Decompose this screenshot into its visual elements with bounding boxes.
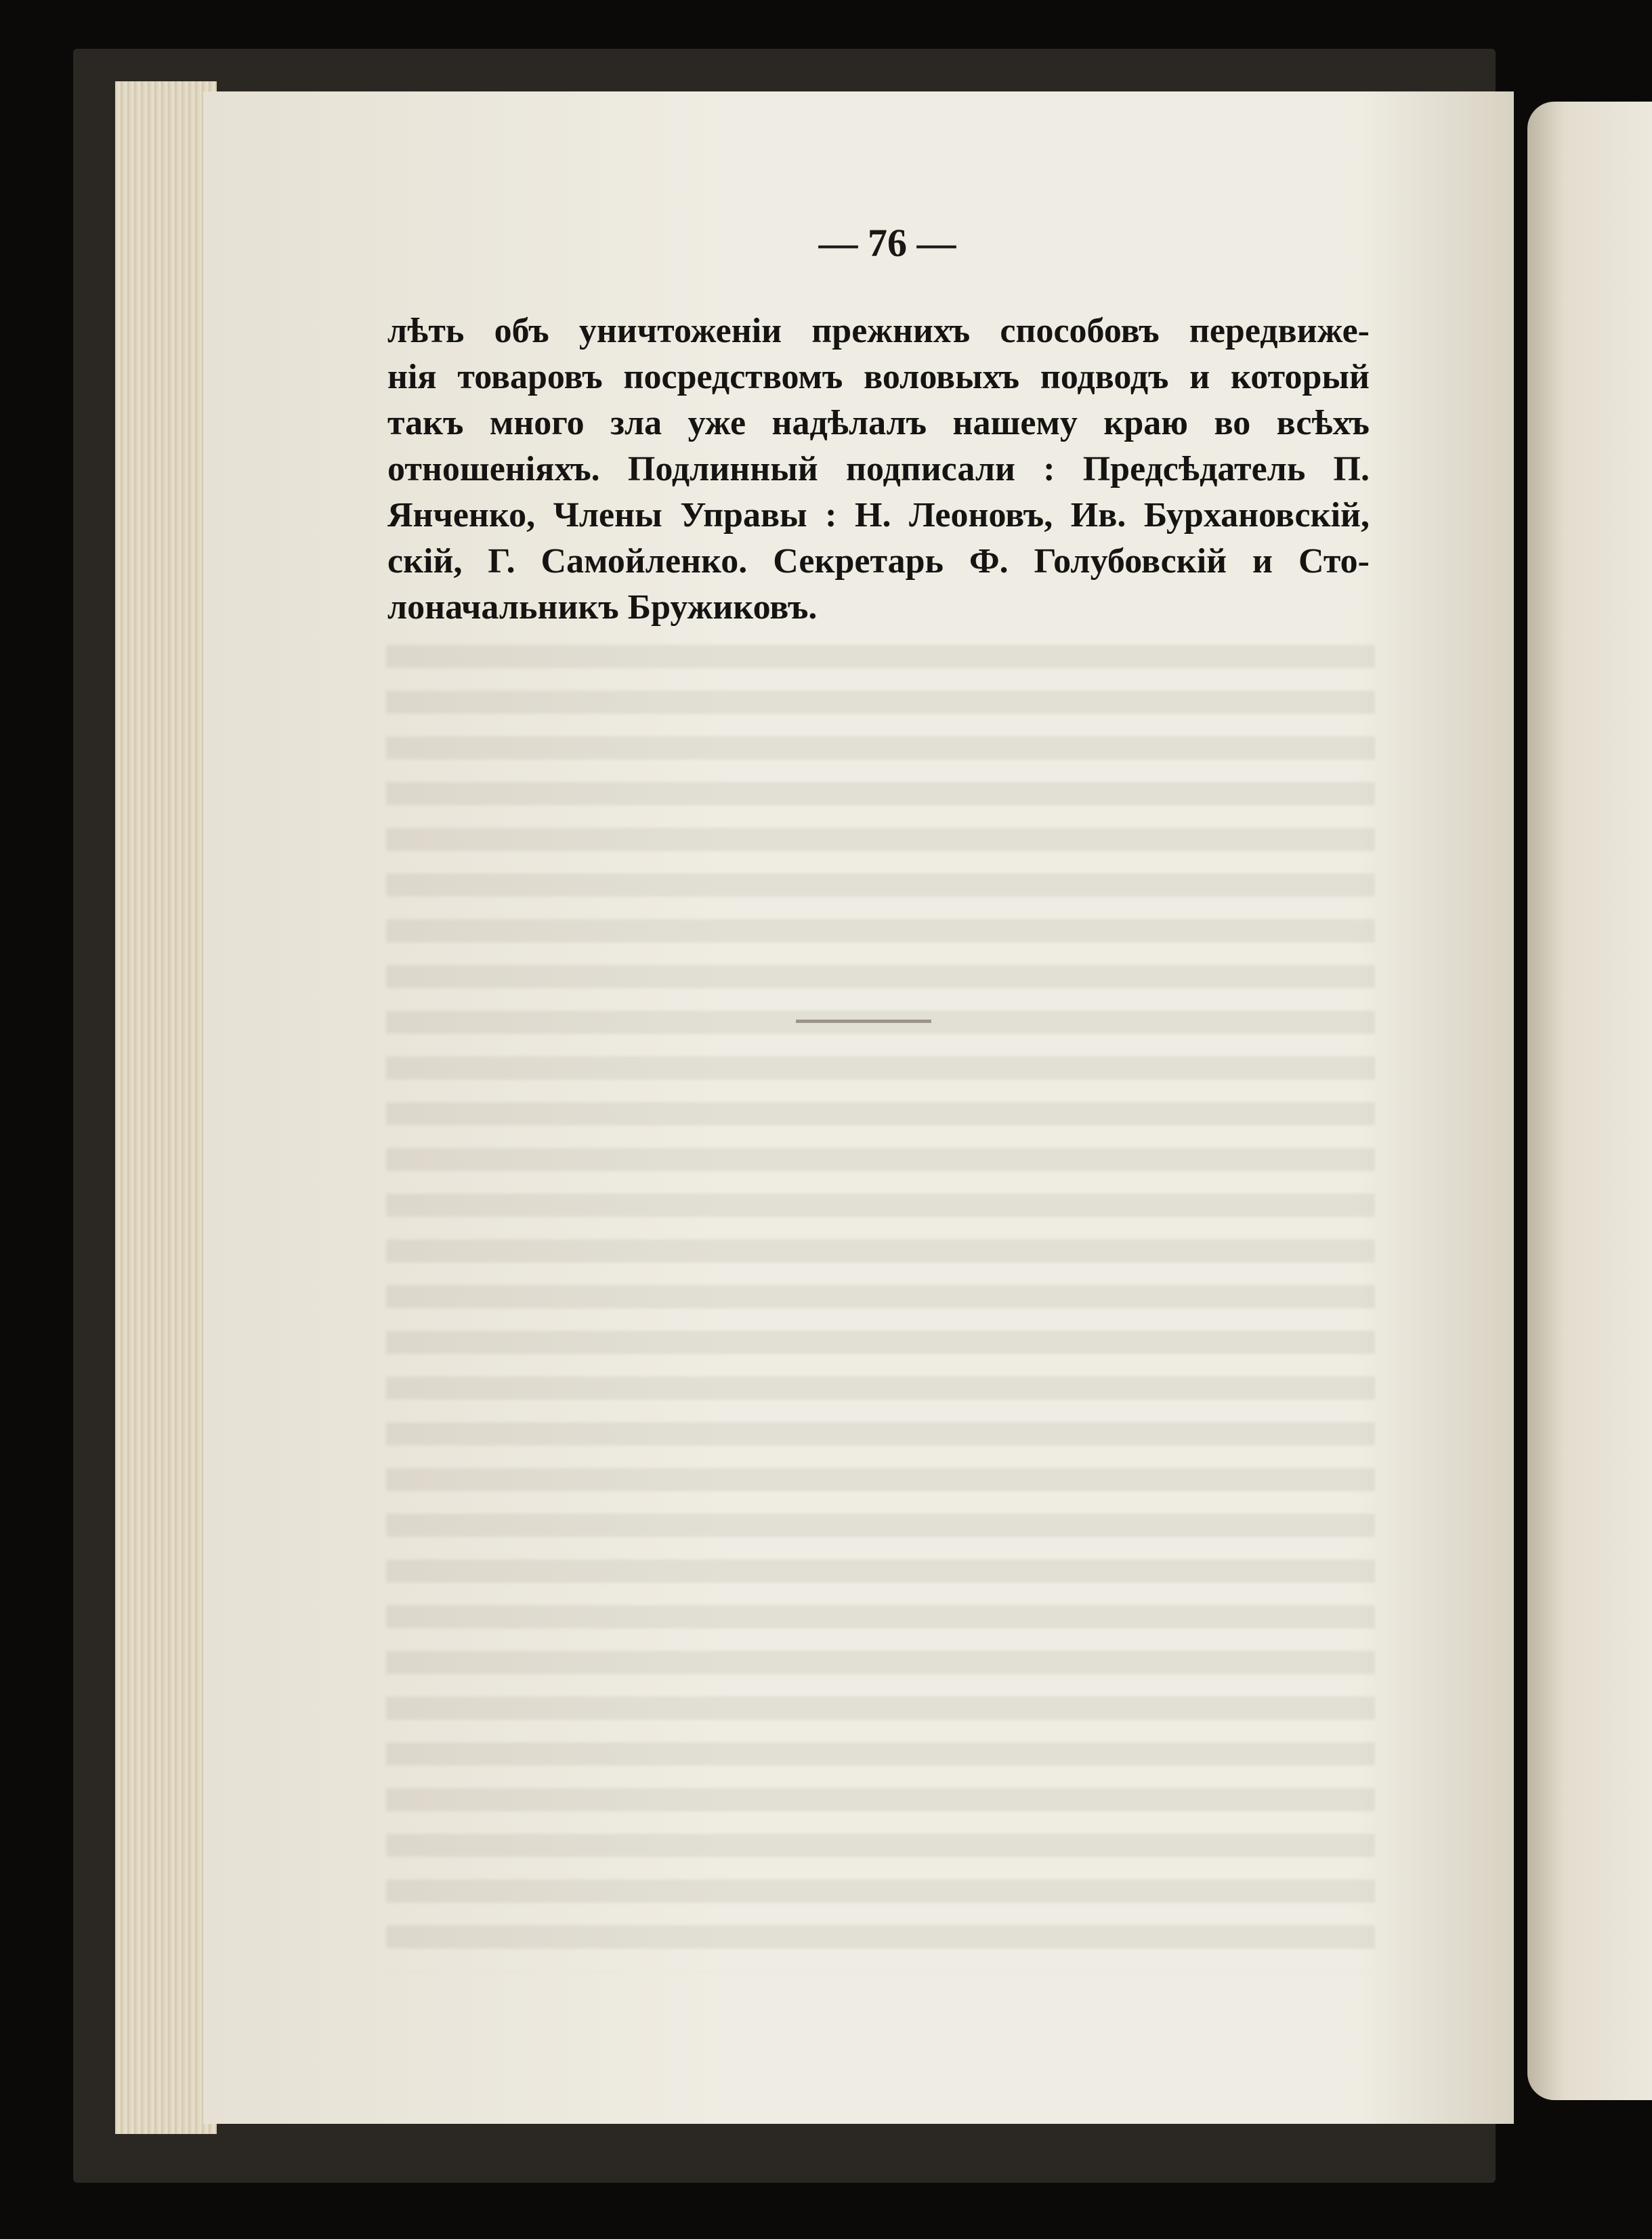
text-line: такъ много зла уже надѣлалъ нашему краю во всѣхъ — [387, 404, 1370, 442]
text-line: лоначальникъ Бружиковъ. — [387, 588, 818, 627]
text-line: нія товаровъ посредствомъ воловыхъ подводъ и который — [387, 358, 1370, 396]
text-line: скій, Г. Самойленко. Секретарь Ф. Голубовскій и Сто- — [387, 542, 1370, 581]
facing-page — [1527, 102, 1652, 2100]
show-through-text — [386, 630, 1375, 1971]
page-edges — [115, 81, 217, 2134]
page-number: — 76 — — [818, 221, 956, 265]
text-line: Янченко, Члены Управы : Н. Леоновъ, Ив. Бурхановскій, — [387, 496, 1370, 535]
text-line: отношеніяхъ. Подлинный подписали : Предсѣдатель П. — [387, 450, 1370, 488]
body-text — [387, 308, 1370, 631]
text-line: лѣть объ уничтоженіи прежнихъ способовъ передвиже- — [387, 312, 1370, 350]
show-through-rule — [796, 1020, 931, 1023]
